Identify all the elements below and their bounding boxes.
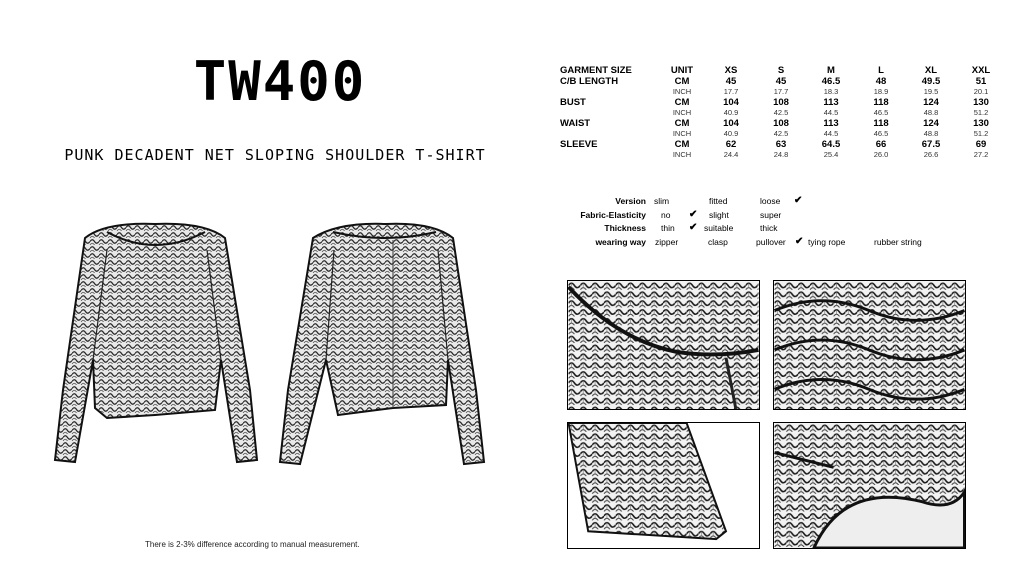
unit-cell: INCH [672,129,692,138]
value-cell: 130 [973,96,989,108]
value-cell: 69 [975,138,987,150]
attribute-option: thick [760,223,778,233]
value-cell: 45 [775,75,787,87]
value-cell: 40.9 [723,129,739,138]
value-cell: 24.4 [723,150,739,159]
unit-cell: CM [674,117,690,129]
value-cell: 42.5 [773,129,789,138]
table-row [560,119,1006,130]
value-cell: 48.8 [923,108,939,117]
unit-cell: INCH [672,108,692,117]
header-cell: XS [724,65,738,76]
attribute-option: super [760,209,782,220]
value-cell: 108 [773,117,789,129]
value-cell: 108 [773,96,789,108]
value-cell: 124 [923,96,939,108]
value-cell: 42.5 [773,108,789,117]
value-cell: 48.8 [923,129,939,138]
attribute-option: zipper [655,236,679,247]
value-cell: 130 [973,117,989,129]
value-cell: 64.5 [821,138,841,150]
attribute-option: tying rope [808,236,846,247]
product-subtitle: PUNK DECADENT NET SLOPING SHOULDER T-SHIRT [64,146,486,164]
attribute-label: wearing way [595,236,646,247]
check-icon: ✔ [794,195,803,206]
check-icon: ✔ [689,222,698,233]
row-label: WAIST [560,117,591,129]
unit-cell: CM [674,96,690,108]
attribute-label: Version [615,196,646,206]
header-cell: S [777,65,785,76]
check-icon: ✔ [795,235,804,247]
attribute-option: slight [709,209,729,220]
value-cell: 46.5 [873,108,889,117]
value-cell: 62 [725,138,737,150]
table-row [560,77,1006,88]
value-cell: 51.2 [973,108,989,117]
table-row [560,98,1006,109]
back-view-photo [268,210,493,480]
unit-cell: CM [674,138,690,150]
attribute-option: slim [654,196,670,206]
value-cell: 44.5 [823,108,839,117]
front-view-photo [45,210,265,480]
attribute-option: no [661,209,671,220]
row-label: SLEEVE [560,138,598,150]
value-cell: 104 [723,96,739,108]
value-cell: 118 [873,117,889,129]
value-cell: 18.3 [823,87,839,96]
value-cell: 51 [975,75,987,87]
value-cell: 63 [775,138,787,150]
row-label: C/B LENGTH [560,75,619,87]
unit-cell: INCH [672,150,692,159]
check-icon: ✔ [689,208,698,220]
detail-photo-hem [773,422,966,549]
value-cell: 40.9 [723,108,739,117]
value-cell: 124 [923,117,939,129]
detail-photo-sleeve-cuff [567,422,760,549]
attribute-label: Fabric-Elasticity [580,209,646,220]
value-cell: 25.4 [823,150,839,159]
value-cell: 66 [875,138,887,150]
measurement-note: There is 2-3% difference according to manual measurement. [145,540,360,549]
value-cell: 67.5 [921,138,941,150]
table-row [560,150,1006,161]
attribute-option: suitable [704,223,734,233]
table-row [560,129,1006,140]
value-cell: 20.1 [973,87,989,96]
value-cell: 27.2 [973,150,989,159]
header-cell: L [878,65,884,76]
attribute-option: thin [661,223,675,233]
detail-photo-mesh-texture [773,280,966,410]
attribute-option: fitted [709,196,728,206]
value-cell: 26.0 [873,150,889,159]
value-cell: 51.2 [973,129,989,138]
value-cell: 118 [873,96,889,108]
attribute-option: loose [760,196,781,206]
product-code-title: TW400 [193,50,367,113]
size-table-header-row [560,66,1006,77]
table-row [560,140,1006,151]
attribute-option: rubber string [874,236,922,247]
value-cell: 26.6 [923,150,939,159]
size-chart-table [560,66,1006,161]
attribute-label: Thickness [604,223,646,233]
value-cell: 46.5 [821,75,841,87]
header-cell: XXL [971,65,991,76]
value-cell: 17.7 [773,87,789,96]
header-cell: XL [924,65,938,76]
unit-cell: INCH [672,87,692,96]
value-cell: 46.5 [873,129,889,138]
table-row [560,108,1006,119]
unit-cell: CM [674,75,690,87]
value-cell: 48 [875,75,887,87]
value-cell: 113 [823,117,839,129]
attribute-option: pullover [756,236,786,247]
table-row [560,87,1006,98]
value-cell: 18.9 [873,87,889,96]
value-cell: 19.5 [923,87,939,96]
value-cell: 17.7 [723,87,739,96]
value-cell: 49.5 [921,75,941,87]
value-cell: 44.5 [823,129,839,138]
value-cell: 104 [723,117,739,129]
detail-photo-neckline [567,280,760,410]
header-cell: UNIT [670,65,694,76]
header-cell: M [827,65,835,76]
value-cell: 45 [725,75,737,87]
row-label: BUST [560,96,586,108]
value-cell: 24.8 [773,150,789,159]
attribute-option: clasp [708,236,728,247]
header-cell: GARMENT SIZE [560,65,632,76]
value-cell: 113 [823,96,839,108]
